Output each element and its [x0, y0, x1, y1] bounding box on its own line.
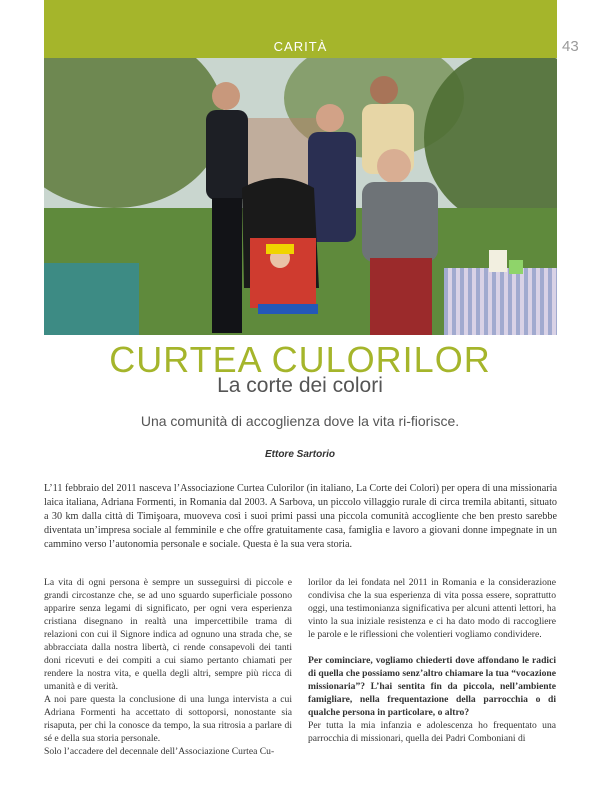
- article-tagline: Una comunità di accoglienza dove la vita ri-fiorisce.: [140, 413, 460, 429]
- interview-question: Per cominciare, vogliamo chiederti dove affondano le radici di quella che possiamo senz’altro chiamare la tua “vocazione missionaria”? L’hai sentita fin da piccola, nell’ambiente famigliare, nella frequentazione della parrocchia o di qualche persona in particolare, o altro?: [308, 655, 557, 718]
- article-photo: [44, 58, 557, 335]
- article-author: Ettore Sartorio: [264, 449, 335, 460]
- section-label: CARITÀ: [273, 39, 328, 54]
- body-paragraph: A noi pare questa la conclusione di una lunga intervista a cui Adriana Formenti ha accettato di sottoporsi, nonostante sia risaputa, per chi la conosce da tempo, la sua ritrosia a parlare di sé e della sua storia personale.: [44, 694, 292, 744]
- page-number: 43: [562, 38, 579, 55]
- body-column-right: [308, 576, 556, 745]
- body-paragraph: Per tutta la mia infanzia e adolescenza ho frequentato una parrocchia di missionari, quella dei Padri Comboniani di: [308, 720, 556, 744]
- body-paragraph: lorilor da lei fondata nel 2011 in Romania e la considerazione condivisa che la sua esperienza di vita possa essere, soprattutto oggi, una testimonianza significativa per alcuni attenti lettori, ha vinto la sua iniziale resistenza e ci ha dato modo di raccogliere le parole e le riflessioni che volentieri vogliamo condividere.: [308, 577, 556, 640]
- article-intro: [44, 482, 557, 552]
- section-header-bar: [44, 0, 557, 58]
- group-photo-illustration: [44, 58, 557, 335]
- article-title: CURTEA CULORILOR: [109, 339, 491, 380]
- body-paragraph: Solo l’accadere del decennale dell’Associazione Curtea Cu-: [44, 746, 275, 757]
- body-paragraph: La vita di ogni persona è sempre un susseguirsi di piccole e grandi circostanze che, se ad uno sguardo superficiale possono apparire senza legami di significato, per ogni vera esperienza cristiana disegnano in realtà una impercettibile trama di relazioni con cui il Signore indica ad ognuno una strada che, se abbracciata dalla nostra libertà, ci rende consapevoli dei tanti doni ricevuti e dei compiti a cui siamo pertanto chiamati per rendere la nostra vita, e quella degli altri, sempre più ricca di umanità e di verità.: [44, 577, 292, 692]
- intro-paragraph: L’11 febbraio del 2011 nasceva l’Associazione Curtea Culorilor (in italiano, La Corte dei Colori) per opera di una missionaria laica italiana, Adriana Formenti, in Romania dal 2003. A Sarbova, un piccolo villaggio rurale di circa tremila abitanti, situato a 30 km dalla città di Timişoara, muoveva così i suoi primi passi una piccola comunità accogliente che ben presto sarebbe diventata un’impresa sociale al femminile e che offre gratuitamente casa, famiglia e lavoro a giovani donne impegnate in un cammino verso l’autonomia personale e sociale. Questa è la sua vera storia.: [44, 483, 557, 550]
- article-subtitle: La corte dei colori: [217, 374, 383, 397]
- body-column-left: [44, 576, 292, 758]
